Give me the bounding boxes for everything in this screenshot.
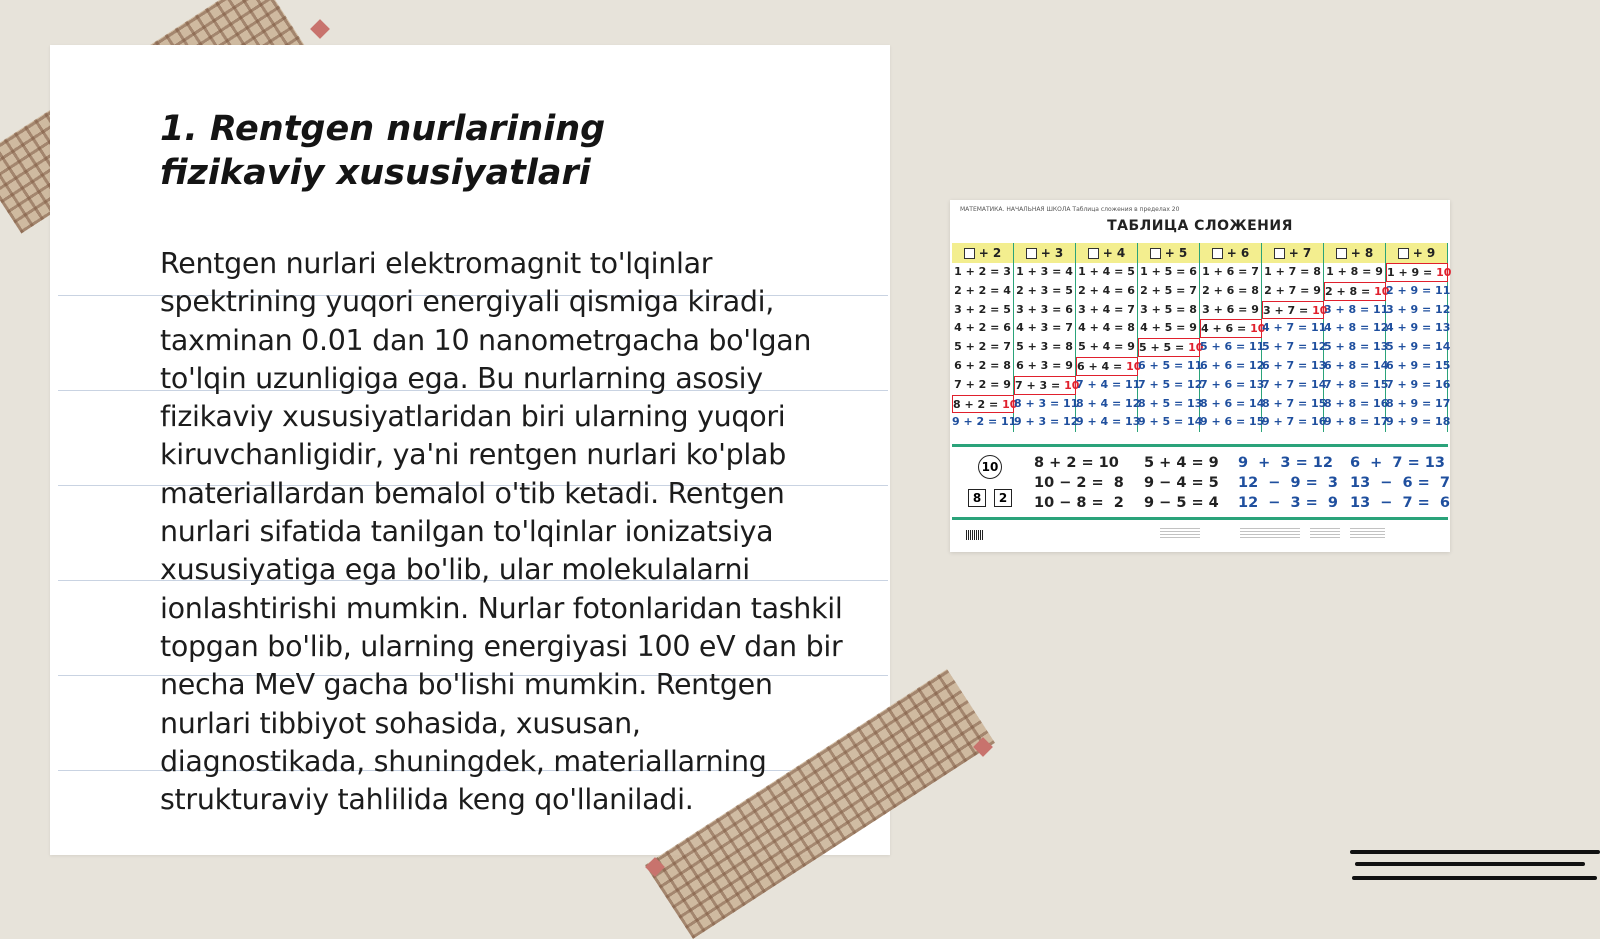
checkbox-glyph (1398, 248, 1409, 259)
table-cell: 5 + 3 = 8 (1014, 338, 1076, 357)
table-title: ТАБЛИЦА СЛОЖЕНИЯ (1107, 218, 1293, 234)
table-cell: 5 + 7 = 12 (1262, 338, 1324, 357)
table-cell: 2 + 8 = 10 (1324, 282, 1386, 301)
table-divider (952, 444, 1448, 447)
table-cell: 9 + 8 = 17 (1324, 413, 1386, 432)
checkbox-glyph (1026, 248, 1037, 259)
table-cell: 4 + 2 = 6 (952, 319, 1014, 338)
table-cell: 3 + 4 = 7 (1076, 301, 1138, 320)
table-cell: 3 + 7 = 10 (1262, 301, 1324, 320)
table-cell: 1 + 7 = 8 (1262, 263, 1324, 282)
table-cell: 2 + 7 = 9 (1262, 282, 1324, 301)
table-cell: 5 + 9 = 14 (1386, 338, 1448, 357)
table-cell: 2 + 3 = 5 (1014, 282, 1076, 301)
table-cell: 2 + 6 = 8 (1200, 282, 1262, 301)
table-cell: 9 + 3 = 12 (1014, 413, 1076, 432)
table-cell: 7 + 2 = 9 (952, 376, 1014, 395)
table-cell: 3 + 6 = 9 (1200, 301, 1262, 320)
table-cell: 8 + 7 = 15 (1262, 395, 1324, 414)
table-column-header: + 3 (1014, 243, 1076, 263)
table-cell: 1 + 2 = 3 (952, 263, 1014, 282)
table-cell: 2 + 9 = 11 (1386, 282, 1448, 301)
checkbox-glyph (1274, 248, 1285, 259)
table-cell: 1 + 9 = 10 (1386, 263, 1448, 282)
table-cell: 6 + 8 = 14 (1324, 357, 1386, 376)
table-cell: 5 + 5 = 10 (1138, 338, 1200, 357)
table-cell: 7 + 5 = 12 (1138, 376, 1200, 395)
table-column-header: + 8 (1324, 243, 1386, 263)
decomposition-whole: 10 (978, 455, 1002, 479)
table-cell: 5 + 8 = 13 (1324, 338, 1386, 357)
table-cell: 9 + 5 = 14 (1138, 413, 1200, 432)
scribble-line (1350, 850, 1600, 854)
table-cell: 8 + 4 = 12 (1076, 395, 1138, 414)
table-cell: 1 + 6 = 7 (1200, 263, 1262, 282)
checkbox-glyph (964, 248, 975, 259)
table-column-header: + 4 (1076, 243, 1138, 263)
fine-print (1160, 528, 1200, 538)
example-block: 8 + 2 = 10 10 − 2 = 8 10 − 8 = 2 (1034, 455, 1124, 511)
table-column-header: + 7 (1262, 243, 1324, 263)
table-cell: 6 + 9 = 15 (1386, 357, 1448, 376)
table-cell: 1 + 8 = 9 (1324, 263, 1386, 282)
fine-print (1240, 528, 1300, 538)
table-cell: 8 + 9 = 17 (1386, 395, 1448, 414)
table-meta-text: МАТЕМАТИКА. НАЧАЛЬНАЯ ШКОЛА Таблица сложения в пределах 20 (960, 206, 1180, 213)
table-cell: 1 + 4 = 5 (1076, 263, 1138, 282)
table-cell: 4 + 8 = 12 (1324, 319, 1386, 338)
table-cell: 9 + 7 = 16 (1262, 413, 1324, 432)
table-cell: 7 + 9 = 16 (1386, 376, 1448, 395)
table-cell: 6 + 4 = 10 (1076, 357, 1138, 376)
addition-grid (952, 243, 1452, 432)
table-cell: 8 + 6 = 14 (1200, 395, 1262, 414)
table-cell: 6 + 6 = 12 (1200, 357, 1262, 376)
fine-print (1310, 528, 1340, 538)
table-cell: 8 + 8 = 16 (1324, 395, 1386, 414)
table-cell: 7 + 8 = 15 (1324, 376, 1386, 395)
table-cell: 6 + 7 = 13 (1262, 357, 1324, 376)
scribble-line (1352, 876, 1597, 880)
table-cell: 4 + 6 = 10 (1200, 319, 1262, 338)
table-cell: 4 + 7 = 11 (1262, 319, 1324, 338)
table-cell: 4 + 3 = 7 (1014, 319, 1076, 338)
table-cell: 6 + 5 = 11 (1138, 357, 1200, 376)
table-cell: 7 + 6 = 13 (1200, 376, 1262, 395)
slide-body-text: Rentgen nurlari elektromagnit to'lqinlar spektrining yuqori energiyali qismiga kiradi, taxminan 0.01 dan 10 nanometrgacha bo'lgan to'lqin uzunligiga ega. Bu nurlarning asosiy fizikaviy xususiyatlaridan biri ularning yuqori kiruvchanligidir, ya'ni rentgen nurlari ko'plab materiallardan bemalol o'tib ketadi. Rentgen nurlari sifatida tanilgan to'lqinlar ionizatsiya xususiyatiga ega bo'lib, ular molekulalarni ionlashtirishi mumkin. Nurlar fotonlaridan tashkil topgan bo'lib, ularning energiyasi 100 eV dan bir necha MeV gacha bo'lishi mumkin. Rentgen nurlari tibbiyot sohasida, xususan, diagnostikada, shuningdek, materiallarning strukturaviy tahlilida keng qo'llaniladi. (160, 247, 843, 817)
table-cell: 2 + 4 = 6 (1076, 282, 1138, 301)
table-cell: 9 + 9 = 18 (1386, 413, 1448, 432)
tape-corner (310, 19, 330, 39)
table-cell: 2 + 5 = 7 (1138, 282, 1200, 301)
addition-table-image (950, 200, 1450, 552)
table-cell: 3 + 5 = 8 (1138, 301, 1200, 320)
checkbox-glyph (1150, 248, 1161, 259)
table-cell: 6 + 2 = 8 (952, 357, 1014, 376)
table-column-header: + 5 (1138, 243, 1200, 263)
table-cell: 4 + 9 = 13 (1386, 319, 1448, 338)
table-cell: 9 + 4 = 13 (1076, 413, 1138, 432)
example-block: 9 + 3 = 12 12 − 9 = 3 12 − 3 = 9 (1238, 455, 1338, 511)
table-column-header: + 2 (952, 243, 1014, 263)
table-cell: 3 + 3 = 6 (1014, 301, 1076, 320)
table-cell: 6 + 3 = 9 (1014, 357, 1076, 376)
table-cell: 7 + 7 = 14 (1262, 376, 1324, 395)
barcode (966, 530, 984, 540)
example-block: 6 + 7 = 13 13 − 6 = 7 13 − 7 = 6 (1350, 455, 1450, 511)
table-cell: 9 + 6 = 15 (1200, 413, 1262, 432)
table-cell: 7 + 3 = 10 (1014, 376, 1076, 395)
table-cell: 8 + 3 = 11 (1014, 395, 1076, 414)
table-cell: 9 + 2 = 11 (952, 413, 1014, 432)
checkbox-glyph (1212, 248, 1223, 259)
table-divider (952, 517, 1448, 520)
scribble-line (1355, 862, 1585, 866)
table-cell: 4 + 5 = 9 (1138, 319, 1200, 338)
table-column-header: + 9 (1386, 243, 1448, 263)
example-block: 5 + 4 = 9 9 − 4 = 5 9 − 5 = 4 (1144, 455, 1219, 511)
table-cell: 3 + 2 = 5 (952, 301, 1014, 320)
table-cell: 8 + 5 = 13 (1138, 395, 1200, 414)
checkbox-glyph (1088, 248, 1099, 259)
table-column-header: + 6 (1200, 243, 1262, 263)
decomposition-part: 8 (968, 489, 986, 507)
table-cell: 3 + 8 = 11 (1324, 301, 1386, 320)
fine-print (1350, 528, 1385, 538)
table-cell: 5 + 4 = 9 (1076, 338, 1138, 357)
checkbox-glyph (1336, 248, 1347, 259)
table-cell: 1 + 5 = 6 (1138, 263, 1200, 282)
note-paper (50, 45, 890, 855)
slide-heading: 1. Rentgen nurlarining fizikaviy xususiyatlari (160, 109, 606, 193)
table-cell: 3 + 9 = 12 (1386, 301, 1448, 320)
table-cell: 4 + 4 = 8 (1076, 319, 1138, 338)
table-cell: 5 + 2 = 7 (952, 338, 1014, 357)
decomposition-part: 2 (994, 489, 1012, 507)
table-cell: 8 + 2 = 10 (952, 395, 1014, 414)
table-cell: 2 + 2 = 4 (952, 282, 1014, 301)
table-cell: 7 + 4 = 11 (1076, 376, 1138, 395)
table-cell: 5 + 6 = 11 (1200, 338, 1262, 357)
table-cell: 1 + 3 = 4 (1014, 263, 1076, 282)
